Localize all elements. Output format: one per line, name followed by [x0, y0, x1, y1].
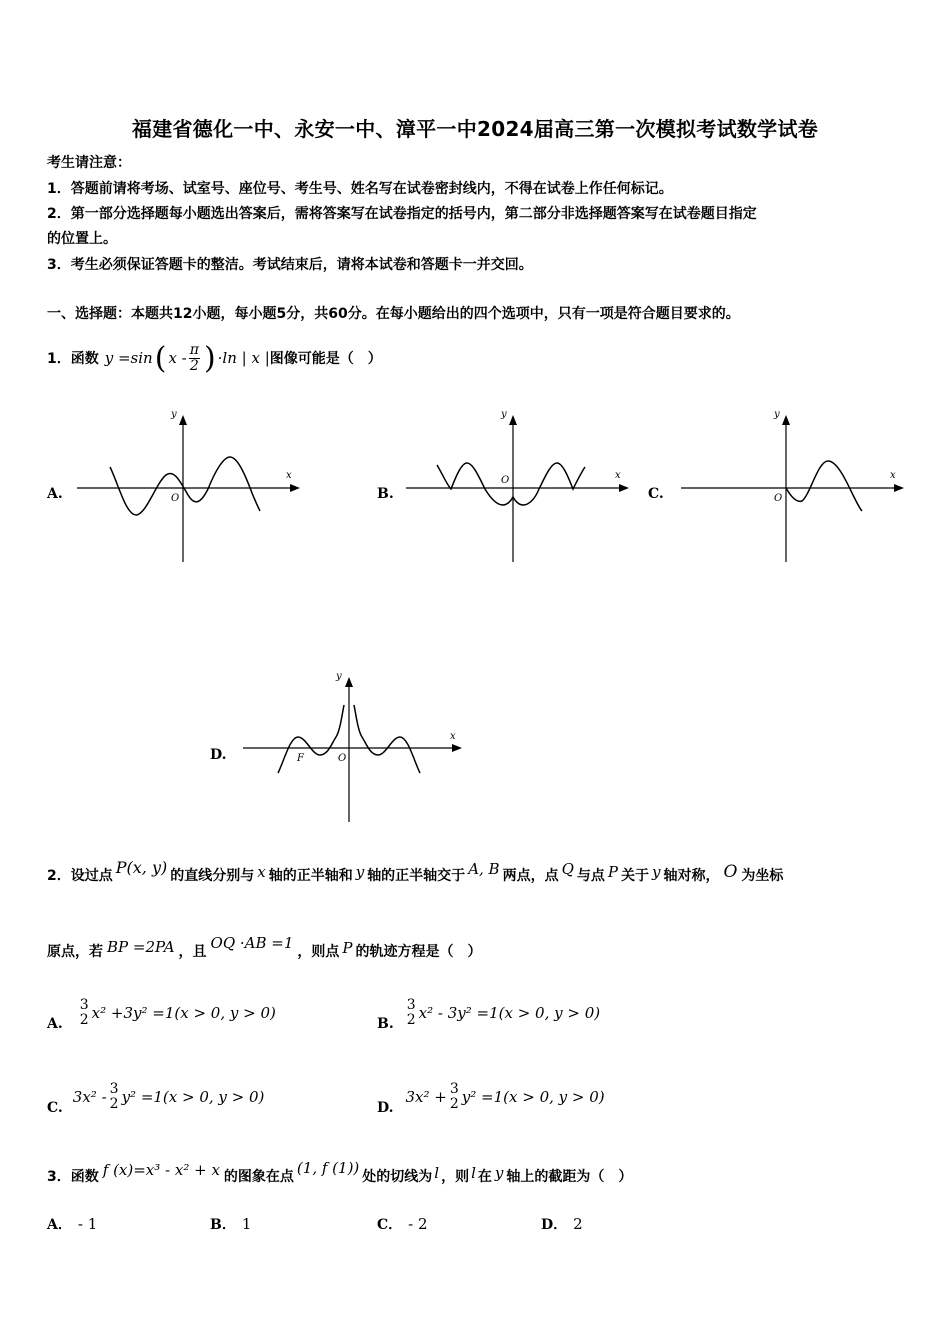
q3-option-a[interactable] — [47, 1214, 97, 1234]
q3-text-e: 在 — [477, 1169, 492, 1185]
q2-b-num: 3 — [406, 997, 416, 1013]
graph-c-x-arrow — [894, 484, 904, 492]
q2-option-d-fraction — [449, 1082, 460, 1112]
q2-point-p: P(x, y) — [115, 857, 168, 877]
notice-item-2: 2．第一部分选择题每小题选出答案后，需将答案写在试卷指定的括号内，第二部分非选择题答案写在试卷题目指定 — [47, 206, 757, 222]
q2-text-g: 关于 — [621, 868, 649, 884]
q3-option-c-label: C． — [377, 1217, 403, 1233]
q2-q: Q — [561, 860, 574, 878]
q3-option-c[interactable] — [377, 1214, 428, 1234]
q3-option-d-value: 2 — [573, 1215, 583, 1233]
q2-option-c-fraction — [109, 1082, 120, 1112]
graph-d-y-arrow — [345, 677, 353, 687]
q1-fraction — [189, 343, 200, 374]
q2-text-a: 2．设过点 — [47, 868, 113, 884]
q2-d-num: 3 — [449, 1081, 459, 1097]
q2-line2-text-a: 原点，若 — [47, 944, 103, 960]
graph-c-origin: O — [774, 493, 783, 504]
q2-option-b-label: B. — [377, 1016, 394, 1032]
graph-b-origin: O — [501, 475, 510, 486]
q3-y: y — [494, 1164, 504, 1182]
q2-text-i: 为坐标 — [741, 868, 784, 884]
q1-option-b-label: B. — [377, 486, 394, 502]
notice-item-3: 3．考生必须保证答题卡的整洁。考试结束后，请将本试卷和答题卡一并交回。 — [47, 257, 533, 273]
q3-text-b: 的图象在点 — [223, 1169, 294, 1185]
graph-c-curve — [786, 461, 862, 511]
q2-c-num: 3 — [109, 1081, 119, 1097]
q2-d-pre: 3x² + — [405, 1088, 447, 1106]
q2-text-f: 与点 — [576, 868, 605, 884]
q1-paren-right: ) — [203, 340, 216, 376]
q3-option-a-value: - 1 — [77, 1215, 98, 1233]
q2-p: P — [607, 863, 618, 881]
graph-b-x-arrow — [619, 484, 629, 492]
q3-text-c: 处的切线为 — [362, 1169, 433, 1185]
q1-two: 2 — [189, 357, 199, 374]
graph-a-x-arrow — [290, 484, 300, 492]
page-title: 福建省德化一中、永安一中、漳平一中2024届高三第一次模拟考试数学试卷 — [131, 117, 819, 141]
q2-b-den: 2 — [406, 1012, 416, 1028]
question-2-line-2 — [47, 933, 482, 969]
graph-a-x-label: x — [286, 470, 292, 481]
q2-option-b-fraction — [406, 998, 417, 1028]
q1-formula-c: ·ln | x | — [217, 349, 270, 367]
q2-option-a-label: A. — [47, 1016, 63, 1032]
q2-y-2: y — [652, 863, 661, 881]
q1-option-d-label: D. — [210, 747, 227, 763]
q1-graph-a — [74, 405, 306, 565]
q2-option-c-label: C. — [47, 1100, 63, 1116]
graph-b-y-label: y — [501, 409, 507, 420]
q1-option-c-label: C. — [648, 486, 664, 502]
section-heading: 一、选择题：本题共12小题，每小题5分，共60分。在每小题给出的四个选项中，只有一项是符合题目要求的。 — [47, 306, 740, 322]
graph-d-y-label: y — [336, 671, 342, 682]
graph-c-x-label: x — [890, 470, 896, 481]
graph-c-y-label: y — [774, 409, 780, 420]
q3-text-d: ，则 — [441, 1169, 470, 1185]
graph-b-curve — [437, 463, 585, 505]
q3-option-d-label: D． — [541, 1217, 568, 1233]
q2-text-b: 的直线分别与 — [170, 868, 255, 884]
graph-d-x-label: x — [450, 731, 456, 742]
graph-d-x-arrow — [452, 744, 462, 752]
q2-x: x — [257, 863, 266, 881]
q2-c-den: 2 — [109, 1096, 119, 1112]
graph-a-y-arrow — [179, 415, 187, 425]
q2-a-expr: x² +3y² =1(x > 0, y > 0) — [91, 1004, 276, 1022]
q3-option-b[interactable] — [210, 1214, 251, 1234]
q2-oq-eq: OQ ·AB =1 — [210, 934, 294, 952]
q2-option-a[interactable] — [47, 988, 276, 1038]
graph-b-x-label: x — [615, 470, 621, 481]
q3-l: l — [434, 1164, 440, 1182]
notice-item-1: 1．答题前请将考场、试室号、座位号、考生号、姓名写在试卷密封线内，不得在试卷上作任何标记。 — [47, 181, 673, 197]
q1-tail: 图像可能是（ ） — [269, 351, 382, 367]
q2-d-den: 2 — [449, 1096, 459, 1112]
q1-number: 1．函数 — [47, 351, 99, 367]
q2-text-d: 轴的正半轴交于 — [367, 868, 466, 884]
graph-a-curve — [110, 457, 260, 515]
notice-heading: 考生请注意： — [47, 155, 131, 171]
graph-a-y-label: y — [171, 409, 177, 420]
q2-a-den: 2 — [79, 1012, 89, 1028]
q1-pi: π — [189, 341, 199, 358]
q1-formula-a: y =sin — [104, 349, 153, 367]
q1-paren-left: ( — [154, 340, 167, 376]
q2-o: O — [723, 862, 738, 882]
question-3 — [47, 1158, 632, 1194]
graph-c-y-arrow — [782, 415, 790, 425]
q1-graph-b — [403, 405, 635, 565]
q1-option-a-label: A. — [47, 486, 63, 502]
q3-option-d[interactable] — [541, 1214, 583, 1234]
q2-d-expr: y² =1(x > 0, y > 0) — [461, 1088, 605, 1106]
q3-option-b-label: B． — [210, 1217, 236, 1233]
q2-y: y — [355, 863, 365, 881]
q2-c-pre: 3x² - — [72, 1088, 107, 1106]
q3-option-b-value: 1 — [241, 1215, 252, 1233]
q1-formula-b: x - — [168, 349, 187, 367]
q2-option-a-fraction — [79, 998, 90, 1028]
q3-point: (1, f (1)) — [296, 1159, 360, 1177]
q2-option-b[interactable] — [377, 988, 600, 1038]
q2-line2-text-d: 的轨迹方程是（ ） — [355, 944, 482, 960]
q2-option-d-label: D. — [377, 1100, 394, 1116]
q2-option-c[interactable] — [47, 1072, 264, 1122]
q2-text-h: 轴对称， — [663, 868, 720, 884]
q2-line2-text-b: ，且 — [178, 944, 207, 960]
q3-text-a: 3．函数 — [47, 1169, 99, 1185]
graph-d-curve-right — [354, 705, 420, 773]
graph-d-f-mark: F — [297, 753, 304, 764]
q3-text-g: 轴上的截距为（ ） — [506, 1169, 633, 1185]
graph-d-origin: O — [338, 753, 347, 764]
q3-function: f (x)=x³ - x² + x — [102, 1161, 220, 1179]
q2-a-num: 3 — [79, 997, 89, 1013]
graph-d-curve-left — [278, 705, 347, 773]
q2-c-expr: y² =1(x > 0, y > 0) — [121, 1088, 265, 1106]
q2-b-expr: x² - 3y² =1(x > 0, y > 0) — [418, 1004, 601, 1022]
q2-ab: A, B — [468, 860, 500, 878]
q2-bp-eq: BP =2PA — [107, 938, 175, 956]
graph-b-y-arrow — [509, 415, 517, 425]
q2-option-d[interactable] — [377, 1072, 605, 1122]
graph-a-origin: O — [171, 493, 180, 504]
notice-item-2-cont: 的位置上。 — [47, 231, 117, 247]
q3-option-c-value: - 2 — [408, 1215, 428, 1233]
q2-line2-p: P — [342, 939, 353, 957]
question-1 — [47, 337, 382, 379]
q3-option-a-label: A． — [47, 1217, 72, 1233]
q1-graph-c — [678, 405, 910, 565]
q2-text-e: 两点，点 — [502, 868, 559, 884]
question-2-line-1 — [47, 857, 783, 893]
q2-line2-text-c: ，则点 — [297, 944, 340, 960]
q3-l-2: l — [471, 1164, 476, 1182]
q1-graph-d — [240, 665, 472, 825]
q2-text-c: 轴的正半轴和 — [268, 868, 353, 884]
